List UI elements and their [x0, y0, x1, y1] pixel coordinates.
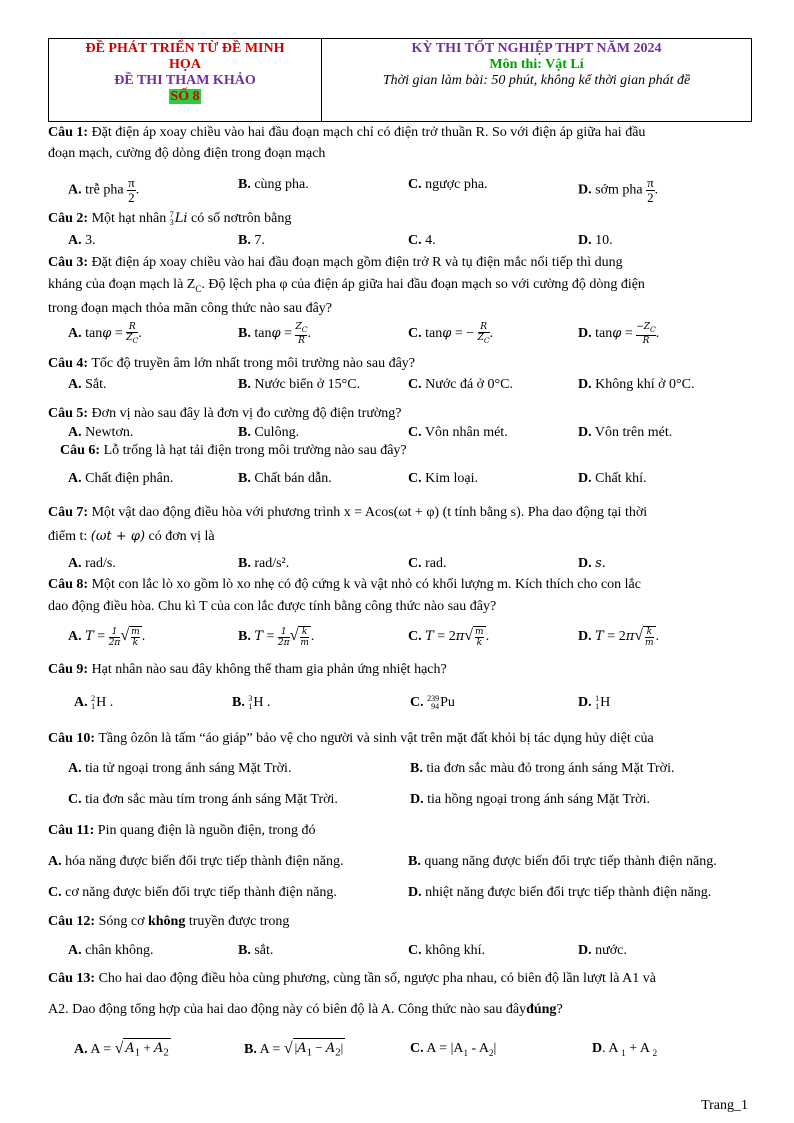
- q13-option-a[interactable]: A. A = √ $A_1 + A_2$: [74, 1038, 171, 1062]
- option-text: tia đơn sắc màu tím trong ánh sáng Mặt Trời.: [85, 792, 338, 807]
- option-label: B.: [238, 177, 251, 192]
- q4-option-a[interactable]: [68, 376, 107, 394]
- header-left-line1: ĐỀ PHÁT TRIỂN TỪ ĐỀ MINH: [85, 41, 285, 56]
- pi-over-2: $\frac{\pi}{2}$: [647, 175, 654, 205]
- q1-option-b[interactable]: [238, 176, 309, 194]
- exam-number-badge: SỐ 8: [170, 89, 200, 104]
- option-label: D.: [578, 233, 592, 248]
- page-number: Trang_1: [701, 1098, 748, 1113]
- q4-option-b[interactable]: [238, 376, 360, 394]
- question-text: truyền được trong: [188, 914, 290, 929]
- option-text: Chất khí.: [595, 471, 647, 486]
- question-label: Câu 2:: [48, 211, 89, 226]
- q13-option-d[interactable]: D. A $_1$ + A $_2$: [592, 1041, 658, 1058]
- emphasis-text: không: [147, 914, 186, 929]
- option-text: Nước biển ở 15°C.: [254, 377, 361, 392]
- option-text: Newtơn.: [85, 425, 134, 440]
- option-text: 4.: [425, 233, 436, 248]
- question-text: Hạt nhân nào sau đây không thể tham gia phản ứng nhiệt hạch?: [91, 662, 447, 677]
- option-text: rad/s².: [254, 556, 290, 571]
- option-text: chân không.: [85, 943, 154, 958]
- q10-option-c[interactable]: [68, 791, 338, 809]
- option-label: B.: [408, 854, 421, 869]
- q13-option-c[interactable]: C. $A = |A_1 - A_2|$: [410, 1041, 497, 1058]
- q2-option-b[interactable]: [238, 232, 265, 250]
- question-text: Tầng ôzôn là tấm “áo giáp” bảo vệ cho người và sinh vật trên mặt đất khỏi bị tác dụng hủy diệt của: [98, 731, 654, 746]
- question-label: Câu 11:: [48, 823, 95, 838]
- question-text: . Độ lệch pha φ của điện áp giữa hai đầu đoạn mạch so với cường độ dòng điện: [201, 277, 645, 292]
- option-text: ngược pha.: [425, 177, 488, 192]
- q6-option-b[interactable]: [238, 470, 332, 488]
- question-label: Câu 9:: [48, 662, 89, 677]
- question-3: [48, 254, 760, 272]
- q9-option-c[interactable]: C. 239 94 Pu: [410, 693, 455, 711]
- option-label: D.: [578, 377, 592, 392]
- option-label: C.: [408, 471, 422, 486]
- question-text: Lỗ trống là hạt tải điện trong môi trường nào sau đây?: [103, 443, 407, 458]
- header-left-line3: ĐỀ THI THAM KHẢO: [114, 73, 256, 88]
- question-9: [48, 661, 760, 679]
- equation: x = Acos(ωt + φ): [343, 505, 440, 520]
- option-text: không khí.: [425, 943, 486, 958]
- q5-option-d[interactable]: [578, 424, 672, 442]
- question-text: Cho hai dao động điều hòa cùng phương, cùng tần số, ngược pha nhau, có biên độ lần lượt là A1 và: [98, 971, 656, 986]
- question-text: Một vật dao động điều hòa với phương trình: [91, 505, 341, 520]
- option-text: Chất điện phân.: [85, 471, 174, 486]
- option-text: trễ pha: [85, 182, 124, 198]
- q7-option-c[interactable]: [408, 555, 447, 573]
- question-3-cont: [48, 276, 760, 298]
- option-label: A.: [68, 233, 82, 248]
- exam-duration: Thời gian làm bài: 50 phút, không kể thời gian phát đề: [382, 73, 691, 88]
- option-text: 7.: [254, 233, 265, 248]
- q4-option-d[interactable]: [578, 376, 694, 394]
- question-mark: ?: [556, 1002, 563, 1017]
- q5-option-a[interactable]: [68, 424, 133, 442]
- nuclide-symbol: Li: [174, 211, 188, 226]
- question-text: có đơn vị là: [148, 529, 215, 544]
- q4-option-c[interactable]: [408, 376, 513, 394]
- q12-option-b[interactable]: [238, 942, 273, 960]
- option-text: nước.: [595, 943, 627, 958]
- q7-option-b[interactable]: [238, 555, 289, 573]
- question-text: dao động điều hòa. Chu kì T của con lắc được tính bằng công thức nào sau đây?: [48, 599, 497, 614]
- question-3-cont2: [48, 300, 760, 318]
- option-text: Sắt.: [85, 377, 107, 392]
- exam-header: [48, 38, 752, 122]
- q6-option-a[interactable]: [68, 470, 173, 488]
- header-left-line2: HỌA: [169, 57, 201, 72]
- question-label: Câu 12:: [48, 914, 96, 929]
- option-text: Nước đá ở 0°C.: [425, 377, 513, 392]
- option-label: D.: [578, 471, 592, 486]
- question-2: [48, 210, 760, 228]
- question-4: [48, 355, 760, 373]
- option-label: A.: [68, 943, 82, 958]
- q11-option-b[interactable]: [408, 853, 717, 871]
- option-label: D.: [578, 556, 592, 571]
- option-text: 3.: [85, 233, 96, 248]
- q1-option-d[interactable]: D. sớm pha $\frac{\pi}{2}$ .: [578, 175, 659, 205]
- question-11: [48, 822, 760, 840]
- exam-title: KỲ THI TỐT NGHIỆP THPT NĂM 2024: [411, 41, 662, 56]
- q7-option-a[interactable]: [68, 555, 116, 573]
- option-label: D.: [578, 943, 592, 958]
- question-7: [48, 504, 760, 522]
- q8-option-c[interactable]: C. T = 2π√ $\frac{m}{k}$ .: [408, 627, 490, 648]
- option-text: Culông.: [254, 425, 300, 440]
- option-label: B.: [238, 425, 251, 440]
- question-text: Một hạt nhân: [91, 211, 167, 226]
- option-text: Chất bán dẫn.: [254, 471, 332, 486]
- option-label: C.: [408, 425, 422, 440]
- q6-option-d[interactable]: [578, 470, 646, 488]
- option-label: C.: [408, 377, 422, 392]
- option-label: A.: [48, 854, 62, 869]
- exam-subject: Môn thi: Vật Lí: [489, 57, 584, 72]
- q3-option-c[interactable]: C. tanφ = − $\frac{R}{Z_C}$ .: [408, 322, 494, 345]
- option-text: sắt.: [254, 943, 274, 958]
- question-text: Tốc độ truyền âm lớn nhất trong môi trường nào sau đây?: [91, 356, 416, 371]
- option-label: B.: [238, 556, 251, 571]
- option-text: cơ năng được biến đổi trực tiếp thành điện năng.: [65, 885, 337, 900]
- option-text: Vôn nhân mét.: [424, 425, 508, 440]
- q11-option-d[interactable]: [408, 884, 711, 902]
- pi-over-2: $\frac{\pi}{2}$: [128, 175, 135, 205]
- option-text: 10.: [595, 233, 613, 248]
- question-5: [48, 405, 760, 423]
- q2-option-c[interactable]: [408, 232, 436, 250]
- phase-expression: (ωt + φ): [90, 529, 146, 544]
- question-1-cont: [48, 145, 760, 163]
- q12-option-c[interactable]: [408, 942, 485, 960]
- option-text: tia tử ngoại trong ánh sáng Mặt Trời.: [85, 761, 292, 776]
- option-text: quang năng được biến đổi trực tiếp thành điện năng.: [424, 854, 717, 869]
- option-text: hóa năng được biến đổi trực tiếp thành điện năng.: [65, 854, 344, 869]
- question-13: [48, 970, 760, 988]
- q7-option-d[interactable]: [578, 555, 606, 573]
- question-7-cont: [48, 528, 760, 546]
- option-label: C.: [408, 233, 422, 248]
- option-label: A.: [68, 471, 82, 486]
- q10-option-b[interactable]: [410, 760, 674, 778]
- question-text: Đặt điện áp xoay chiều vào hai đầu đoạn mạch gồm điện trở R và tụ điện mắc nối tiếp thì dung: [91, 255, 623, 270]
- question-label: Câu 6:: [60, 443, 101, 458]
- option-label: C.: [68, 792, 82, 807]
- option-text: Không khí ở 0°C.: [595, 377, 695, 392]
- option-label: C.: [408, 943, 422, 958]
- option-label: B.: [238, 943, 251, 958]
- q12-option-d[interactable]: [578, 942, 627, 960]
- q6-option-c[interactable]: [408, 470, 478, 488]
- q8-option-d[interactable]: D. T = 2π√ $\frac{k}{m}$ .: [578, 627, 660, 648]
- question-text: Đặt điện áp xoay chiều vào hai đầu đoạn mạch chỉ có điện trở thuần R. So với điện áp giữa hai đầu: [91, 125, 646, 140]
- question-label: Câu 13:: [48, 971, 96, 986]
- option-label: A.: [68, 556, 82, 571]
- option-label: D.: [408, 885, 422, 900]
- option-text: cùng pha.: [254, 177, 309, 192]
- q12-option-a[interactable]: [68, 942, 154, 960]
- question-label: Câu 10:: [48, 731, 96, 746]
- question-label: Câu 1:: [48, 125, 89, 140]
- option-text: rad/s.: [85, 556, 116, 571]
- option-text: Kim loại.: [425, 471, 479, 486]
- question-text: có số nơtrôn bằng: [191, 211, 292, 226]
- header-left: [49, 39, 322, 121]
- option-text: sớm pha: [595, 182, 643, 198]
- option-text: Vôn trên mét.: [594, 425, 673, 440]
- option-label: D.: [578, 425, 592, 440]
- nuclide-notation: 7 3: [169, 209, 174, 227]
- option-label: A.: [68, 761, 82, 776]
- option-text: rad.: [425, 556, 447, 571]
- question-text: kháng của đoạn mạch là: [48, 277, 184, 292]
- question-text: Một con lắc lò xo gồm lò xo nhẹ có độ cứng k và vật nhỏ có khối lượng m. Kích thích cho con lắc: [91, 577, 641, 592]
- q8-option-a[interactable]: A. T = $\frac{1}{2\pi}$ √ $\frac{m}{k}$ .: [68, 626, 146, 648]
- option-label: A.: [68, 425, 82, 440]
- question-label: Câu 7:: [48, 505, 89, 520]
- q10-option-d[interactable]: [410, 791, 650, 809]
- q9-option-a[interactable]: A. 2 1 H .: [74, 693, 114, 711]
- question-13-cont: [48, 1001, 760, 1019]
- question-text: Sóng cơ: [98, 914, 145, 929]
- q13-option-b[interactable]: B. A = √ $|A_1 - A_2|$: [244, 1038, 345, 1062]
- question-text: điểm t:: [48, 529, 88, 544]
- q5-option-c[interactable]: [408, 424, 508, 442]
- question-1: [48, 124, 760, 142]
- option-text: s.: [595, 556, 606, 571]
- question-text: đoạn mạch, cường độ dòng điện trong đoạn mạch: [48, 146, 326, 161]
- q11-option-c[interactable]: [48, 884, 337, 902]
- zc-symbol: $Z_C$: [186, 277, 202, 294]
- option-text: tia đơn sắc màu đỏ trong ánh sáng Mặt Trời.: [426, 761, 675, 776]
- question-label: Câu 5:: [48, 406, 89, 421]
- option-label: D.: [578, 182, 592, 198]
- question-text: (t tính bằng s). Pha dao động tại thời: [442, 505, 648, 520]
- q2-option-a[interactable]: [68, 232, 96, 250]
- q9-option-b[interactable]: B. 3 1 H .: [232, 693, 271, 711]
- header-right: [322, 39, 751, 121]
- q5-option-b[interactable]: [238, 424, 299, 442]
- q9-option-d[interactable]: D. 1 1 H: [578, 693, 611, 711]
- q8-option-b[interactable]: B. T = $\frac{1}{2\pi}$ √ $\frac{k}{m}$ .: [238, 626, 315, 648]
- question-6: [60, 442, 772, 460]
- q11-option-a[interactable]: [48, 853, 344, 871]
- question-12: [48, 913, 760, 931]
- question-text: Pin quang điện là nguồn điện, trong đó: [97, 823, 316, 838]
- question-8-cont: [48, 598, 760, 616]
- question-label: Câu 4:: [48, 356, 89, 371]
- q1-option-c[interactable]: [408, 176, 488, 194]
- q3-option-a[interactable]: A. tanφ = $\frac{R}{Z_C}$ .: [68, 322, 142, 345]
- option-label: A.: [68, 377, 82, 392]
- question-10: [48, 730, 760, 748]
- option-label: B.: [238, 233, 251, 248]
- question-text: Đơn vị nào sau đây là đơn vị đo cường độ điện trường?: [91, 406, 402, 421]
- question-8: [48, 576, 760, 594]
- option-label: A.: [68, 182, 82, 198]
- q3-option-b[interactable]: B. tanφ = $\frac{Z_C}{R}$ .: [238, 322, 311, 346]
- q10-option-a[interactable]: [68, 760, 291, 778]
- option-label: B.: [410, 761, 423, 776]
- option-label: B.: [238, 377, 251, 392]
- emphasis-text: đúng: [526, 1002, 557, 1017]
- q1-option-a[interactable]: A. trễ pha $\frac{\pi}{2}$ .: [68, 175, 140, 205]
- question-text: A2. Dao động tổng hợp của hai dao động này có biên độ là A. Công thức nào sau đây: [48, 1002, 527, 1017]
- option-label: D.: [410, 792, 424, 807]
- q2-option-d[interactable]: [578, 232, 613, 250]
- option-text: nhiệt năng được biến đổi trực tiếp thành điện năng.: [425, 885, 712, 900]
- option-label: C.: [48, 885, 62, 900]
- option-label: B.: [238, 471, 251, 486]
- option-text: tia hồng ngoại trong ánh sáng Mặt Trời.: [427, 792, 650, 807]
- question-label: Câu 8:: [48, 577, 89, 592]
- option-label: C.: [408, 177, 422, 192]
- question-text: trong đoạn mạch thỏa mãn công thức nào sau đây?: [48, 301, 332, 316]
- question-label: Câu 3:: [48, 255, 89, 270]
- q3-option-d[interactable]: D. tanφ = $\frac{-Z_C}{R}$ .: [578, 322, 660, 346]
- option-label: C.: [408, 556, 422, 571]
